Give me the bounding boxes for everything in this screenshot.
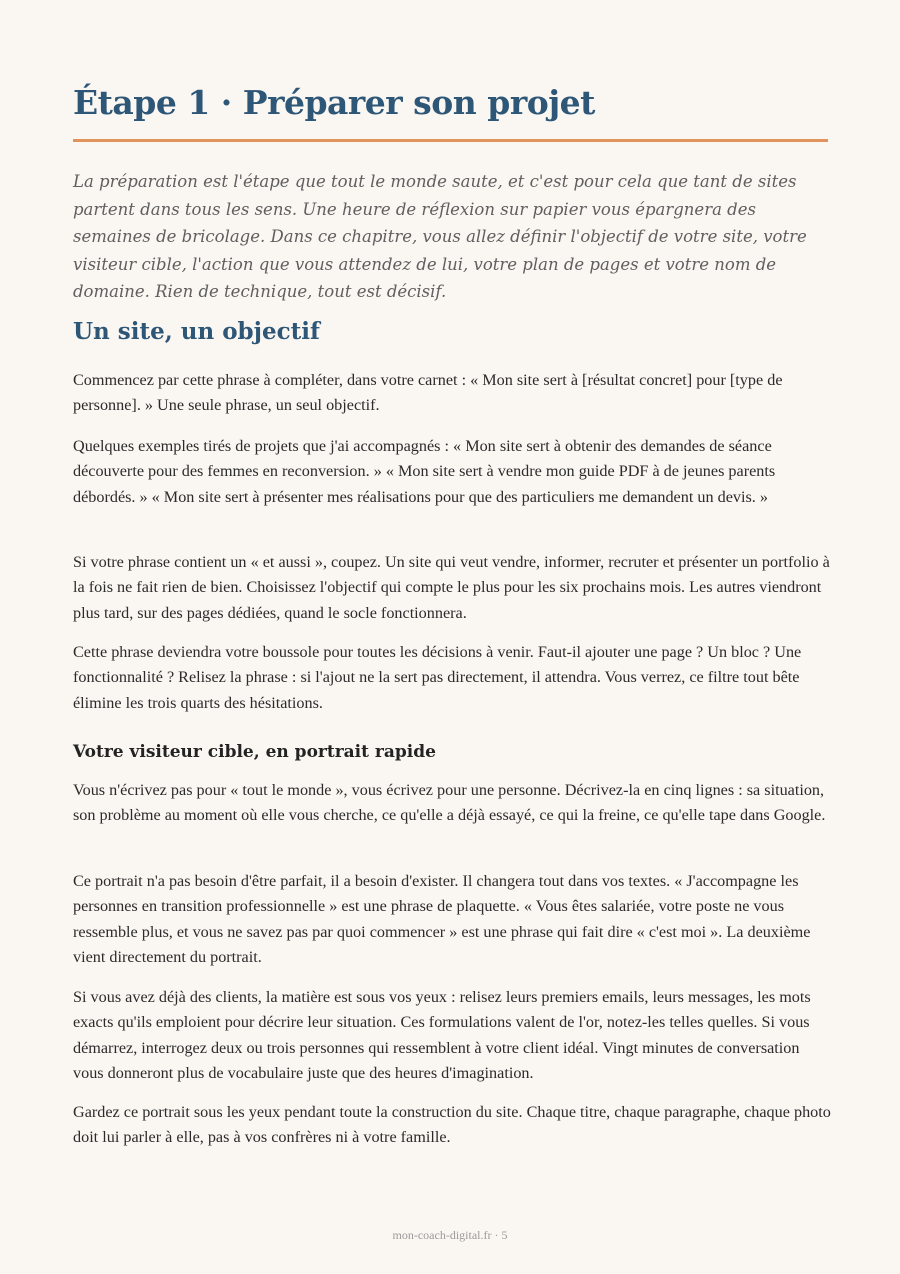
- chapter-title: Étape 1 · Préparer son projet: [73, 83, 595, 122]
- section-heading-objectif: Un site, un objectif: [73, 318, 320, 345]
- paragraph: Ce portrait n'a pas besoin d'être parfait, il a besoin d'exister. Il changera tout dans vos textes. « J'accompagne les personnes en transition professionnelle » est une phrase de plaquette. « Vous êtes salariée, votre poste ne vous ressemble plus, et vous ne savez pas par quoi commencer » est une phrase qui fait dire « c'est moi ». La deuxième vient directement du portrait.: [73, 872, 811, 966]
- chapter-intro: La préparation est l'étape que tout le monde saute, et c'est pour cela que tant de sites partent dans tous les sens. Une heure de réflexion sur papier vous épargnera des semaines de bricolage. Dans ce chapitre, vous allez définir l'objectif de votre site, votre visiteur cible, l'action que vous attendez de lui, votre plan de pages et votre nom de domaine. Rien de technique, tout est décisif.: [73, 172, 807, 301]
- paragraph: Quelques exemples tirés de projets que j'ai accompagnés : « Mon site sert à obtenir des demandes de séance découverte pour des femmes en reconversion. » « Mon site sert à vendre mon guide PDF à de jeunes parents débordés. » « Mon site sert à présenter mes réalisations pour que des particuliers me demandent un devis. »: [73, 437, 776, 506]
- paragraph: Gardez ce portrait sous les yeux pendant toute la construction du site. Chaque titre, chaque paragraphe, chaque photo doit lui parler à elle, pas à vos confrères ni à votre famille.: [73, 1103, 831, 1147]
- paragraph: Si vous avez déjà des clients, la matière est sous vos yeux : relisez leurs premiers emails, leurs messages, les mots exacts qu'ils emploient pour décrire leur situation. Ces formulations valent de l'or, notez-les telles quelles. Si vous démarrez, interrogez deux ou trois personnes qui ressemblent à votre client idéal. Vingt minutes de conversation vous donneront plus de vocabulaire juste que des heures d'imagination.: [73, 988, 811, 1082]
- paragraph: Cette phrase deviendra votre boussole pour toutes les décisions à venir. Faut-il ajouter une page ? Un bloc ? Une fonctionnalité ? Relisez la phrase : si l'ajout ne la sert pas directement, il attendra. Vous verrez, ce filtre tout bête élimine les trois quarts des hésitations.: [73, 643, 802, 712]
- paragraph: Commencez par cette phrase à compléter, dans votre carnet : « Mon site sert à [résultat concret] pour [type de personne]. » Une seule phrase, un seul objectif.: [73, 371, 783, 415]
- page-footer: mon-coach-digital.fr · 5: [392, 1228, 508, 1242]
- paragraph: Si votre phrase contient un « et aussi », coupez. Un site qui veut vendre, informer, recruter et présenter un portfolio à la fois ne fait rien de bien. Choisissez l'objectif qui compte le plus pour les six prochains mois. Les autres viendront plus tard, sur des pages dédiées, quand le socle fonctionnera.: [73, 553, 830, 622]
- subsection-heading-visiteur: Votre visiteur cible, en portrait rapide: [73, 742, 436, 762]
- title-divider: [73, 139, 828, 142]
- paragraph: Vous n'écrivez pas pour « tout le monde », vous écrivez pour une personne. Décrivez-la en cinq lignes : sa situation, son problème au moment où elle vous cherche, ce qu'elle a déjà essayé, ce qui la freine, ce qu'elle tape dans Google.: [73, 781, 826, 825]
